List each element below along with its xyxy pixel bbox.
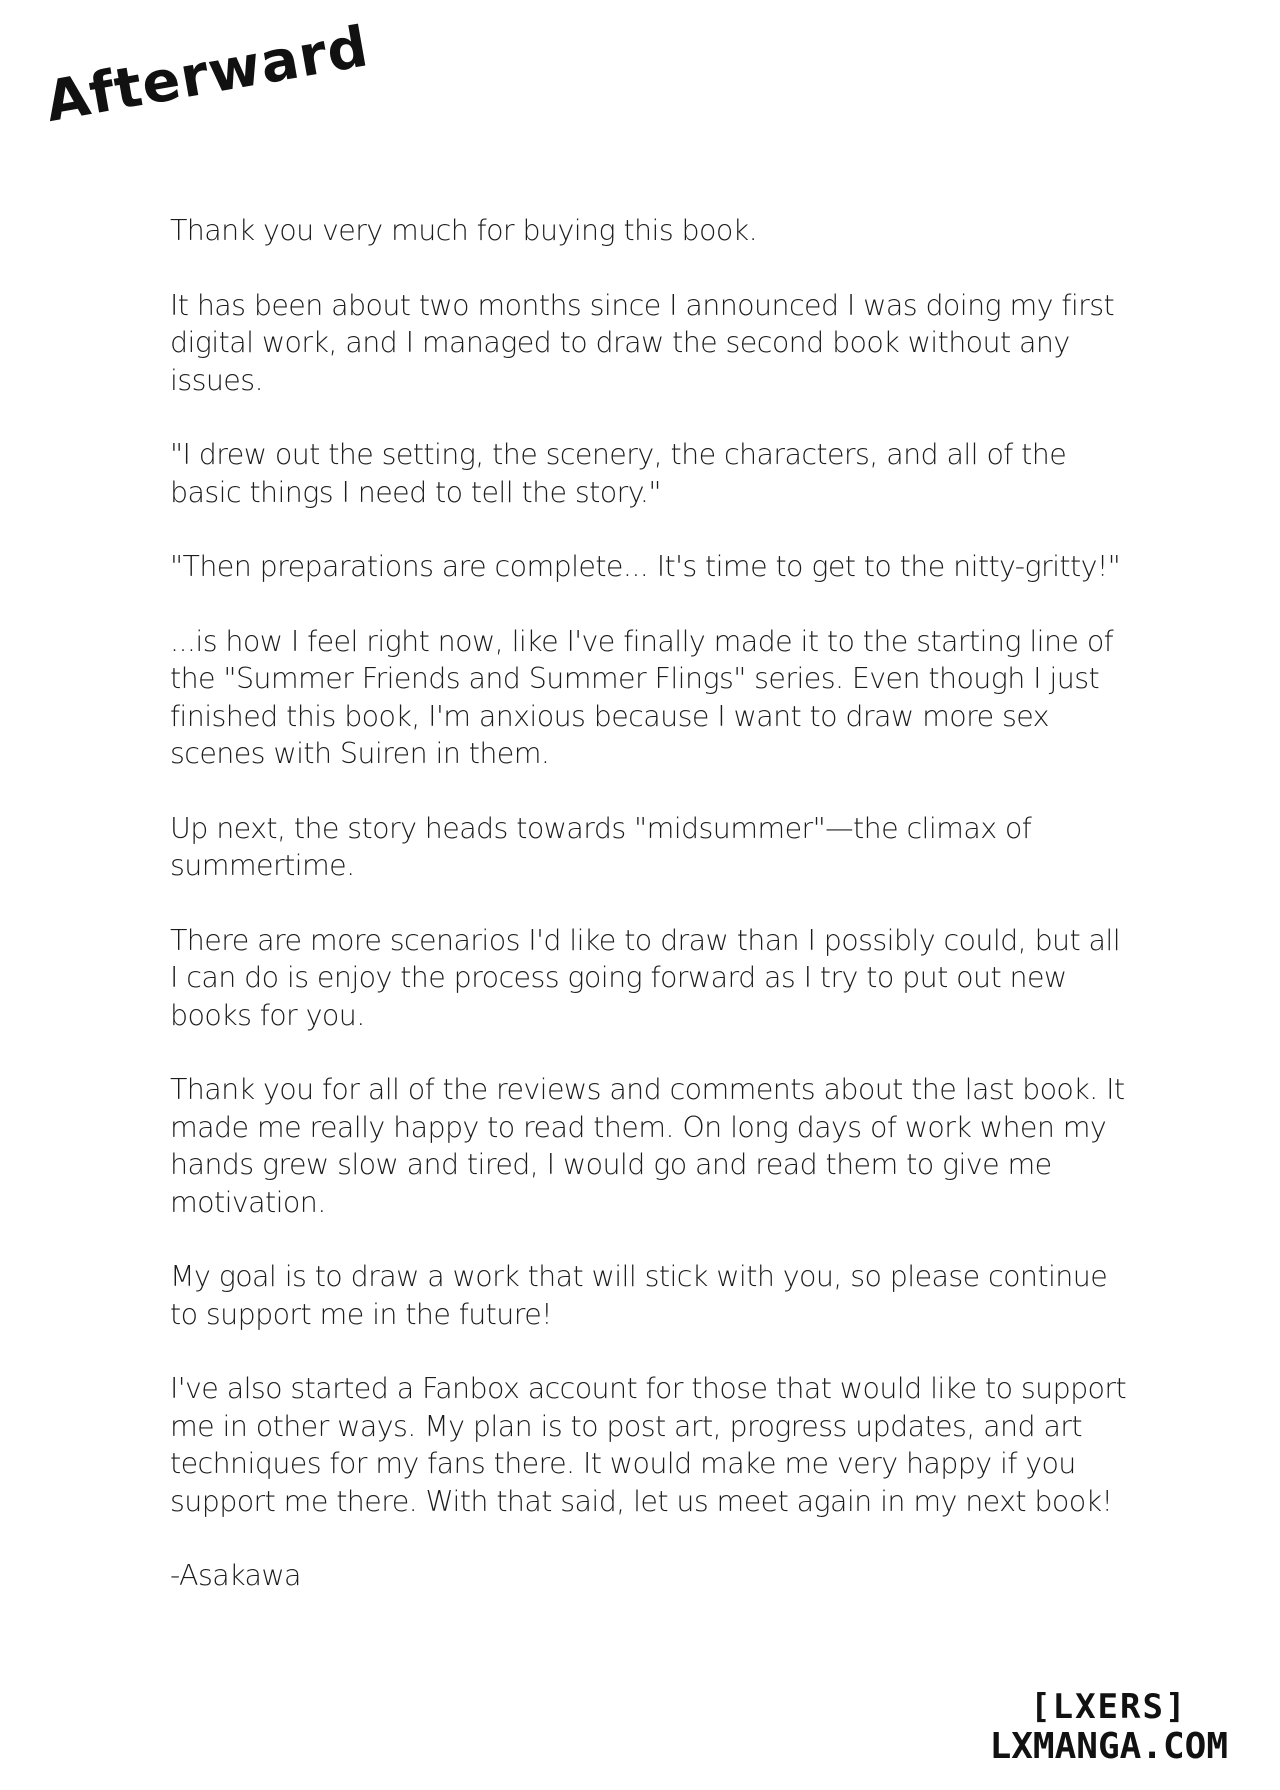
paragraph-quote-setting: "I drew out the setting, the scenery, the characters, and all of the basic things I need to tell the story." bbox=[170, 438, 1067, 509]
watermark bbox=[990, 1688, 1228, 1768]
page-title: Afterward bbox=[40, 14, 374, 136]
signature: -Asakawa bbox=[170, 1559, 301, 1592]
paragraph-scenarios: There are more scenarios I'd like to draw than I possibly could, but all I can do is enjoy the process going forward as I try to put out new books for you. bbox=[170, 923, 1121, 1032]
watermark-site: LXMANGA.COM bbox=[989, 1726, 1228, 1767]
watermark-group-name: [LXERS] bbox=[1030, 1687, 1188, 1727]
paragraph-goal: My goal is to draw a work that will stick with you, so please continue to support me in the future! bbox=[170, 1260, 1108, 1331]
paragraph-quote-preparations: "Then preparations are complete... It's time to get to the nitty-gritty!" bbox=[170, 550, 1121, 583]
paragraph-reviews: Thank you for all of the reviews and comments about the last book. It made me really happy to read them. On long days of work when my hands grew slow and tired, I would go and read them to give me motivation. bbox=[170, 1073, 1125, 1219]
paragraph-thanks: Thank you very much for buying this book. bbox=[170, 214, 758, 247]
paragraph-fanbox: I've also started a Fanbox account for those that would like to support me in other ways. My plan is to post art, progress updates, and art techniques for my fans there. It would make me very happy if you support me there. With that said, let us meet again in my next book! bbox=[170, 1372, 1127, 1518]
paragraph-two-months: It has been about two months since I announced I was doing my first digital work, and I managed to draw the second book without any issues. bbox=[170, 288, 1115, 397]
paragraph-starting-line: ...is how I feel right now, like I've finally made it to the starting line of the "Summer Friends and Summer Flings" series. Even though I just finished this book, I'm anxious because I want to draw more sex scenes with Suiren in them. bbox=[170, 624, 1114, 770]
paragraph-up-next: Up next, the story heads towards "midsummer"—the climax of summertime. bbox=[170, 811, 1032, 882]
afterword-body bbox=[170, 212, 1130, 1632]
